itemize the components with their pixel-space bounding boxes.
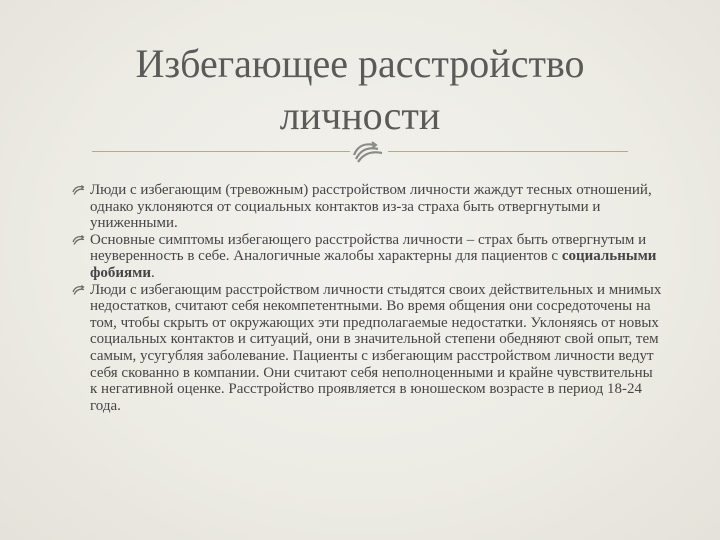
bullet-item (72, 182, 662, 232)
bullet-list (72, 182, 662, 414)
bullet-bold-term: социальными фобиями (90, 248, 657, 281)
title-divider-left (92, 151, 350, 152)
curved-arrows-bullet-icon (72, 184, 86, 196)
bullet-item (72, 232, 662, 282)
curved-arrows-bullet-icon (72, 284, 86, 296)
slide-title (80, 38, 640, 142)
curved-arrows-bullet-icon (72, 234, 86, 246)
title-divider-right (388, 151, 628, 152)
bullet-text: Люди с избегающим (тревожным) расстройством личности жаждут тесных отношений, однако уклоняются от социальных контактов из-за страха быть отвергнутыми и униженными. (90, 182, 652, 232)
bullet-text: Люди с избегающим расстройством личности стыдятся своих действительных и мнимых недостатков, считают себя некомпетентными. Во время общения они сосредоточены на том, чтобы скрыть от окружающих эти предполагаемые недостатки. Уклоняясь от новых социальных контактов и ситуаций, они в значительной степени обедняют свой опыт, тем самым, усугубляя заболевание. Пациенты с избегающим расстройством личности ведут себя скованно в компании. Они считают себя неполноценными и крайне чувствительны к негативной оценке. Расстройство проявляется в юношеском возрасте в период 18-24 года. (90, 281, 662, 414)
bullet-text-end: . (151, 264, 155, 281)
title-line-1: Избегающее расстройство (135, 41, 585, 86)
bullet-item (72, 282, 662, 415)
curved-arrows-divider-icon (352, 139, 386, 163)
title-line-2: личности (279, 93, 441, 138)
bullet-text: Основные симптомы избегающего расстройства личности – страх быть отвергнутым и неуверенность в себе. Аналогичные жалобы характерны для пациентов с (90, 231, 647, 265)
